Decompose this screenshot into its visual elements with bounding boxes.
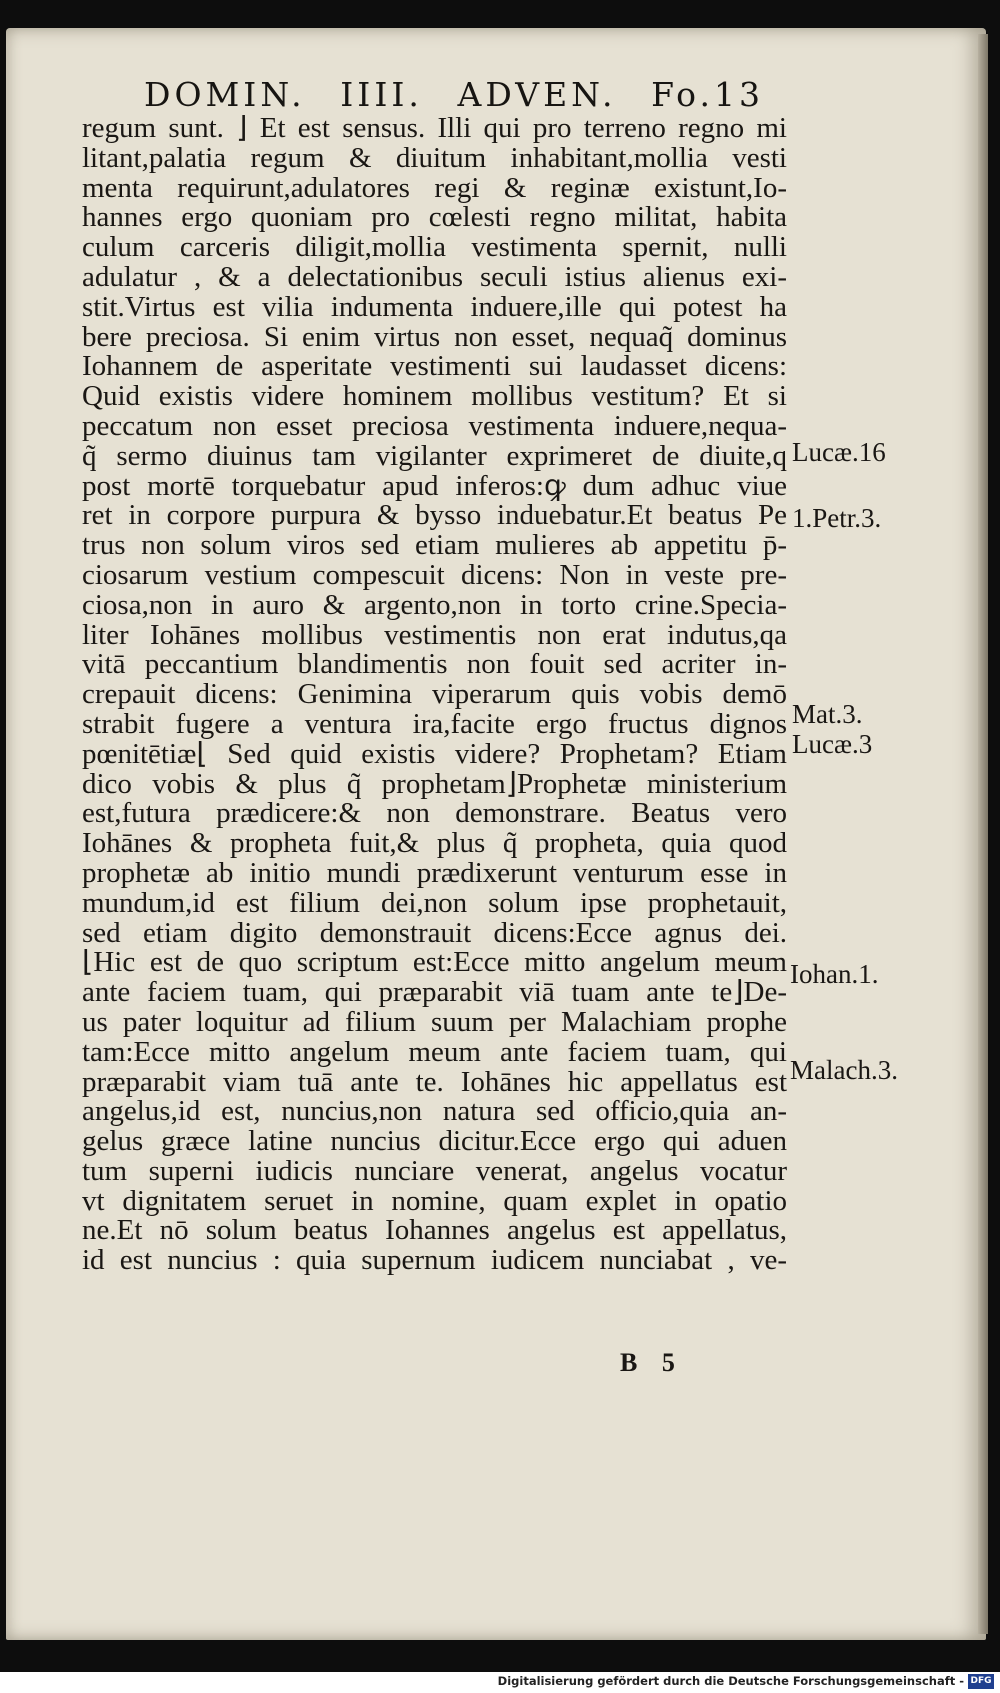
- margin-note-lucae-3: Lucæ.3: [792, 729, 873, 759]
- text-line: ⌊Hic est de quo scriptum est:Ecce mitto angelum meum: [82, 948, 787, 979]
- text-line: adulatur , & a delectationibus seculi istius alienus exi-: [82, 262, 787, 293]
- text-line: ret in corpore purpura & bysso induebatur.Et beatus Pe: [82, 501, 787, 532]
- running-head: [144, 66, 764, 114]
- dfg-logo: DFG: [968, 1674, 994, 1689]
- text-line: q̃ sermo diuinus tam vigilanter exprimeret de diuite,q: [82, 441, 787, 472]
- margin-note-iohan-1: Iohan.1.: [790, 959, 879, 989]
- body-text: [82, 114, 787, 1276]
- text-line: crepauit dicens: Genimina viperarum quis vobis demō: [82, 680, 787, 710]
- text-line: ciosarum vestium compescuit dicens: Non in veste pre-: [82, 560, 787, 591]
- text-line: vitā peccantium blandimentis non fouit sed acriter in-: [82, 650, 787, 681]
- text-line: ne.Et nō solum beatus Iohannes angelus est appellatus,: [82, 1216, 787, 1247]
- text-line: bere preciosa. Si enim virtus non esset, nequaq̃ dominus: [82, 322, 787, 353]
- text-line: litant,palatia regum & diuitum inhabitant,mollia vesti: [82, 143, 787, 174]
- text-line: præparabit viam tuā ante te. Iohānes hic appellatus est: [82, 1067, 787, 1098]
- text-line: ciosa,non in auro & argento,non in torto crine.Specia-: [82, 590, 787, 621]
- text-line: tam:Ecce mitto angelum meum ante faciem tuam, qui: [82, 1037, 787, 1068]
- text-line: gelus græce latine nuncius dicitur.Ecce ergo qui aduen: [82, 1127, 787, 1157]
- text-line: mundum,id est filium dei,non solum ipse prophetauit,: [82, 888, 787, 919]
- text-line: liter Iohānes mollibus vestimentis non erat indutus,qa: [82, 620, 787, 651]
- running-head-word-3: ADVEN.: [457, 75, 617, 114]
- text-line: trus non solum viros sed etiam mulieres ab appetitu p̄-: [82, 531, 787, 561]
- margin-note-lucae-16: Lucæ.16: [792, 437, 886, 467]
- text-line: culum carceris diligit,mollia vestimenta spernit, nulli: [82, 233, 787, 263]
- text-line: tum superni iudicis nunciare venerat, angelus vocatur: [82, 1156, 787, 1187]
- text-line: Iohannem de asperitate vestimenti sui laudasset dicens:: [82, 352, 787, 383]
- margin-note-malach-3: Malach.3.: [790, 1055, 898, 1085]
- text-line: angelus,id est, nuncius,non natura sed officio,quia an-: [82, 1097, 787, 1128]
- text-line: est,futura prædicere:& non demonstrare. Beatus vero: [82, 799, 787, 830]
- text-line: ante faciem tuam, qui præparabit viā tuam ante te⌋De-: [82, 978, 787, 1008]
- text-line: prophetæ ab initio mundi prædixerunt venturum esse in: [82, 858, 787, 889]
- text-line: peccatum non esset preciosa vestimenta induere,nequa-: [82, 411, 787, 442]
- text-line: vt dignitatem seruet in nomine, quam explet in opatio: [82, 1186, 787, 1217]
- signature-mark: B 5: [620, 1348, 675, 1377]
- running-head-word-1: DOMIN.: [144, 75, 306, 114]
- text-line: Quid existis videre hominem mollibus vestitum? Et si: [82, 382, 787, 412]
- margin-note-mat-3: Mat.3.: [792, 699, 863, 729]
- text-line: stit.Virtus est vilia indumenta induere,ille qui potest ha: [82, 292, 787, 323]
- margin-note-1-petr-3: 1.Petr.3.: [792, 503, 882, 533]
- text-line: strabit fugere a ventura ira,facite ergo fructus dignos: [82, 709, 787, 740]
- text-line: sed etiam digito demonstrauit dicens:Ecce agnus dei.: [82, 918, 787, 949]
- text-line: regum sunt. ⌋ Et est sensus. Illi qui pro terreno regno mi: [82, 114, 787, 144]
- text-line: dico vobis & plus q̃ prophetam⌋Prophetæ ministerium: [82, 769, 787, 800]
- folio-number: Fo.13: [651, 75, 764, 114]
- text-line: post mortē torquebatur apud inferos:ꝙ dum adhuc viue: [82, 471, 787, 502]
- running-head-word-2: IIII.: [340, 75, 423, 114]
- text-line: us pater loquitur ad filium suum per Malachiam prophe: [82, 1007, 787, 1038]
- text-line: Iohānes & propheta fuit,& plus q̃ propheta, quia quod: [82, 829, 787, 859]
- text-line: id est nuncius : quia supernum iudicem nunciabat , ve-: [82, 1246, 787, 1277]
- digitization-credit: Digitalisierung gefördert durch die Deutsche Forschungsgemeinschaft -: [497, 1674, 964, 1688]
- text-line: pœnitētiæ⌊ Sed quid existis videre? Prophetam? Etiam: [82, 739, 787, 770]
- text-line: menta requirunt,adulatores regi & reginæ existunt,Io-: [82, 173, 787, 204]
- text-line: hannes ergo quoniam pro cœlesti regno militat, habita: [82, 203, 787, 234]
- page-edge: [978, 34, 988, 1634]
